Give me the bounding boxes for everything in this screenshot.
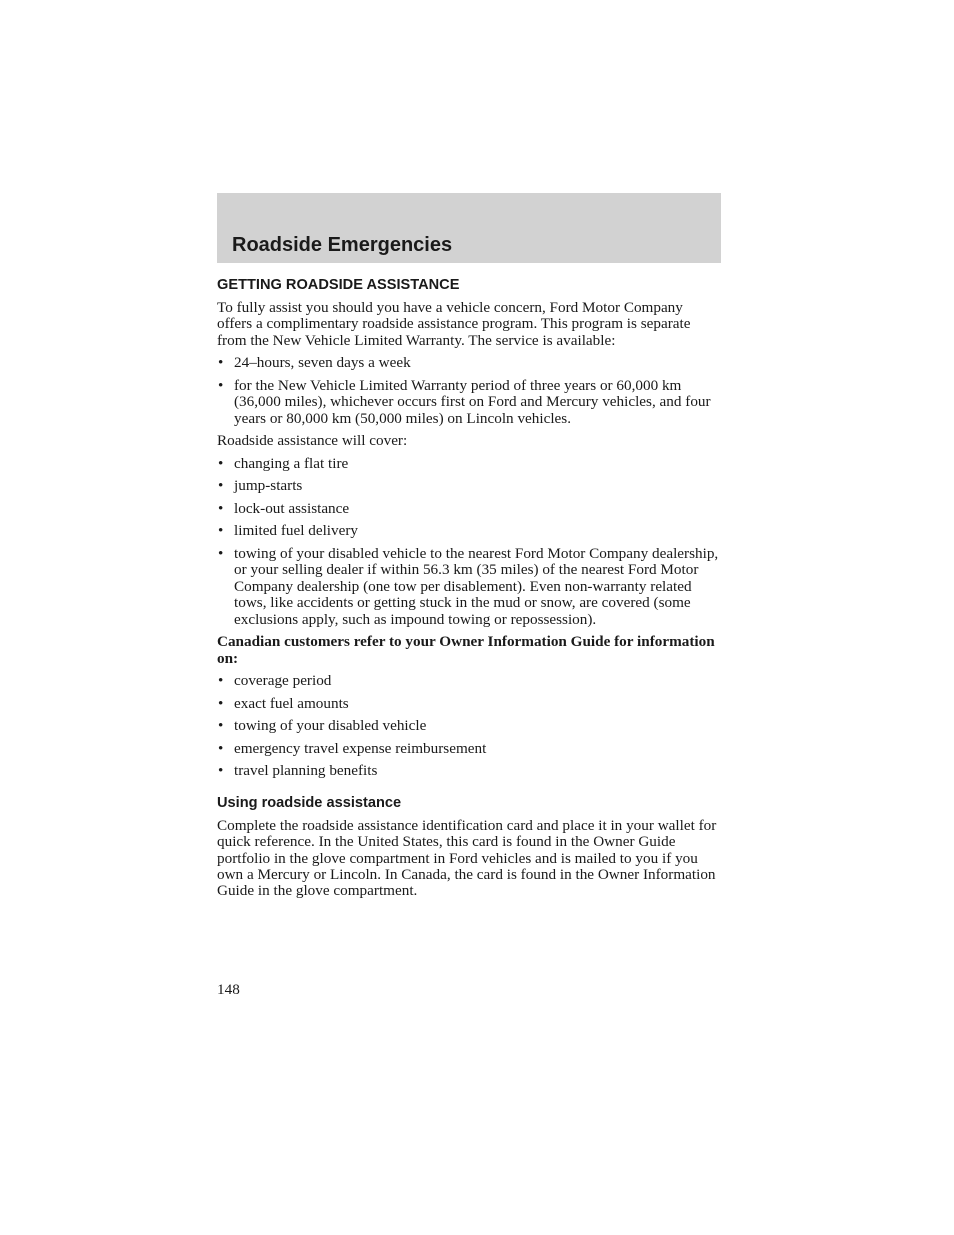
cover-intro: Roadside assistance will cover: <box>217 432 408 450</box>
list-item <box>217 673 719 689</box>
bullet-icon: • <box>218 672 224 690</box>
list-item-text: jump-starts <box>234 477 303 495</box>
list-item-text: lock-out assistance <box>234 499 350 517</box>
list-item-text: coverage period <box>234 672 332 690</box>
list-item <box>217 501 719 517</box>
canadian-note: Canadian customers refer to your Owner Information Guide for information on: <box>217 633 715 667</box>
list-item-text: changing a flat tire <box>234 454 349 472</box>
bullet-icon: • <box>218 762 224 780</box>
intro-paragraph: To fully assist you should you have a vehicle concern, Ford Motor Company offers a complimentary roadside assistance program. This program is separate from the New Vehicle Limited Warranty. The service is available: <box>217 299 691 349</box>
list-item-text: exact fuel amounts <box>234 694 349 712</box>
bullet-icon: • <box>218 739 224 757</box>
list-item-text: towing of your disabled vehicle to the nearest Ford Motor Company dealership, or your selling dealer if within 56.3 km (35 miles) of the nearest Ford Motor Company dealership (one tow per disablement). Even non-warranty related tows, like accidents or getting stuck in the mud or snow, are covered (some exclusions apply, such as impound towing or repossession). <box>234 545 719 628</box>
cover-list <box>217 456 719 628</box>
canadian-list <box>217 673 719 780</box>
page-content <box>217 276 719 906</box>
chapter-header-band <box>217 193 721 263</box>
page-number: 148 <box>217 981 240 998</box>
chapter-title: Roadside Emergencies <box>232 234 453 256</box>
bullet-icon: • <box>218 499 224 517</box>
bullet-icon: • <box>218 522 224 540</box>
availability-list <box>217 355 719 427</box>
list-item <box>217 741 719 757</box>
bullet-icon: • <box>218 694 224 712</box>
list-item-text: 24–hours, seven days a week <box>234 354 411 372</box>
list-item <box>217 546 719 628</box>
list-item <box>217 523 719 539</box>
list-item-text: travel planning benefits <box>234 762 378 780</box>
list-item <box>217 355 719 371</box>
list-item <box>217 456 719 472</box>
using-paragraph: Complete the roadside assistance identification card and place it in your wallet for quick reference. In the United States, this card is found in the Owner Guide portfolio in the glove compartment in Ford vehicles and is mailed to you if you own a Mercury or Lincoln. In Canada, the card is found in the Owner Information Guide in the glove compartment. <box>217 816 717 900</box>
list-item <box>217 763 719 779</box>
list-item-text: emergency travel expense reimbursement <box>234 739 487 757</box>
bullet-icon: • <box>218 454 224 472</box>
list-item-text: towing of your disabled vehicle <box>234 717 427 735</box>
list-item-text: limited fuel delivery <box>234 522 358 540</box>
using-heading: Using roadside assistance <box>217 794 402 811</box>
list-item <box>217 696 719 712</box>
section-heading: GETTING ROADSIDE ASSISTANCE <box>217 277 460 293</box>
bullet-icon: • <box>218 477 224 495</box>
list-item <box>217 378 719 427</box>
bullet-icon: • <box>218 376 224 394</box>
list-item <box>217 478 719 494</box>
bullet-icon: • <box>218 717 224 735</box>
list-item-text: for the New Vehicle Limited Warranty period of three years or 60,000 km (36,000 miles), whichever occurs first on Ford and Mercury vehicles, and four years or 80,000 km (50,000 miles) on Lincoln vehicles. <box>234 376 711 427</box>
list-item <box>217 718 719 734</box>
bullet-icon: • <box>218 545 224 562</box>
bullet-icon: • <box>218 354 224 372</box>
